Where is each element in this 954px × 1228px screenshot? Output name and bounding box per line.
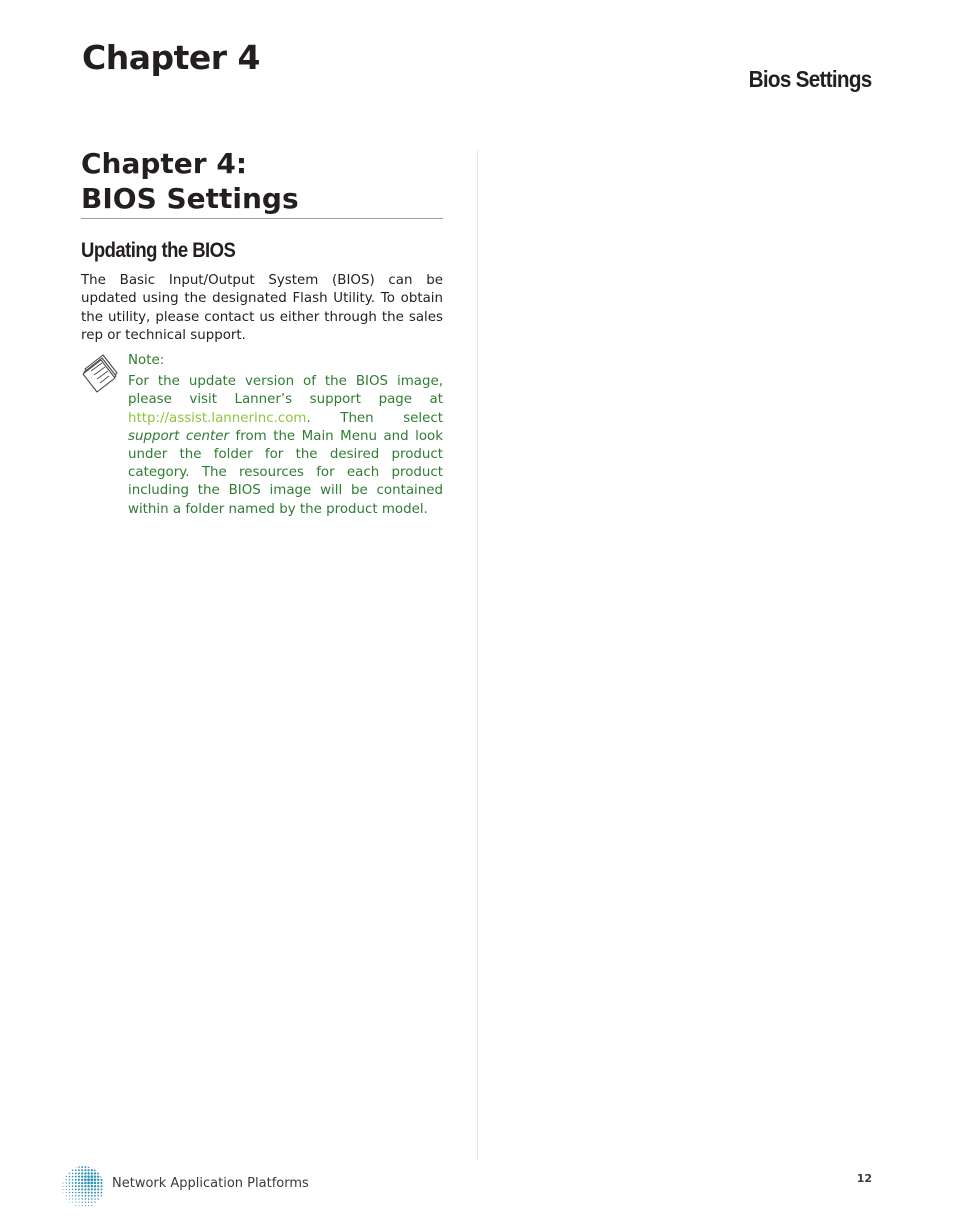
note-box [81, 352, 443, 519]
running-title: Bios Settings [749, 66, 872, 92]
body-paragraph: The Basic Input/Output System (BIOS) can be updated using the designated Flash Utility. To obtain the utility, please contact us either through the sales rep or technical support. [81, 273, 443, 343]
note-italic-text: support center [128, 428, 230, 444]
note-label: Note: [128, 353, 165, 369]
note-text [128, 373, 443, 519]
globe-logo-icon [60, 1164, 106, 1210]
note-text-end: from the Main Menu and look under the folder for the desired product category. The resources for each product including the BIOS image will be contained within a folder named by the product model. [128, 428, 444, 517]
support-link[interactable]: http://assist.lannerinc.com [128, 410, 307, 426]
chapter-header: Chapter 4 [82, 38, 260, 77]
chapter-title-line1: Chapter 4: [81, 147, 248, 180]
chapter-title [81, 146, 443, 219]
note-text-start: For the update version of the BIOS image, please visit Lanner’s support page at [128, 374, 443, 408]
chapter-title-line2: BIOS Settings [81, 182, 299, 215]
note-text-middle: . Then select [306, 410, 443, 426]
section-heading: Updating the BIOS [81, 239, 236, 262]
left-column [81, 146, 443, 519]
note-paper-icon [81, 353, 119, 393]
footer-brand-text: Network Application Platforms [112, 1176, 309, 1191]
column-divider [477, 150, 478, 1160]
page-number: 12 [856, 1172, 872, 1185]
